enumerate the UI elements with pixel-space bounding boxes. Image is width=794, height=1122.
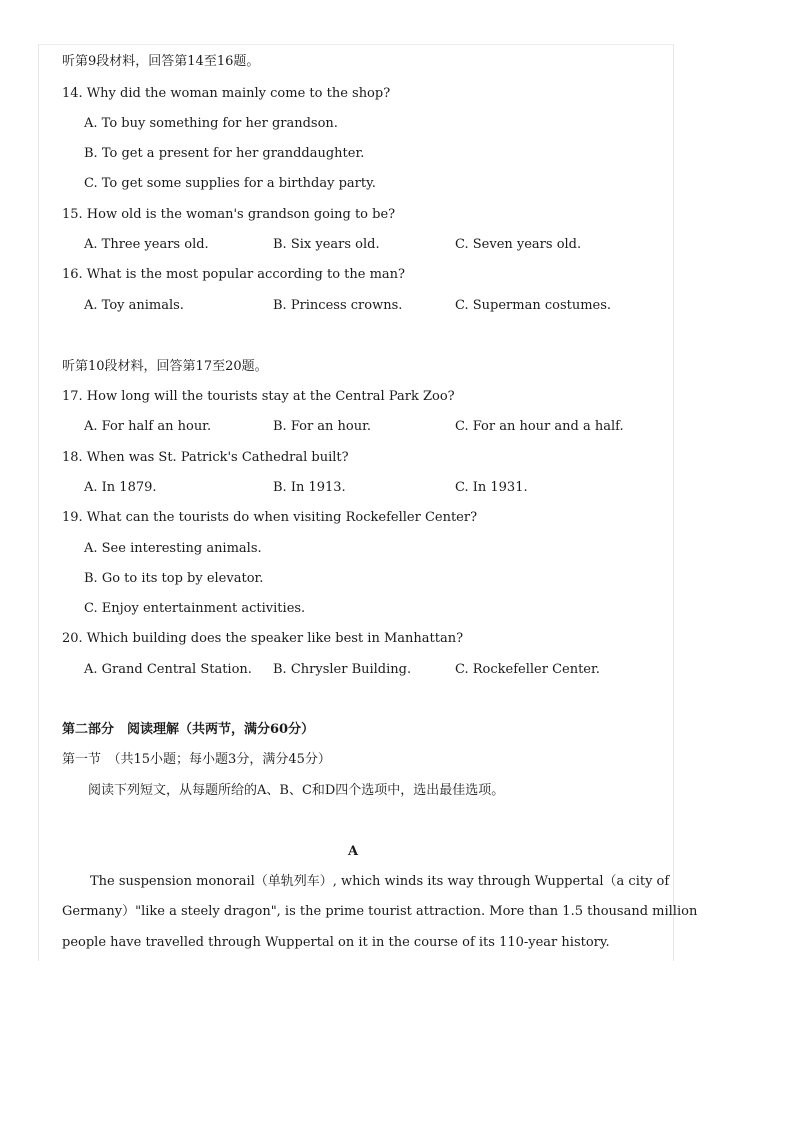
section10-instruction: 听第10段材料，回答第17至20题。 xyxy=(62,359,268,374)
section9-instruction: 听第9段材料，回答第14至16题。 xyxy=(62,54,260,69)
q14-option-a: A. To buy something for her grandson. xyxy=(84,116,338,131)
passage-line-3: people have travelled through Wuppertal on it in the course of its 110-year history. xyxy=(62,935,610,950)
q20-stem: 20. Which building does the speaker like best in Manhattan? xyxy=(62,631,464,646)
part2-heading: 第二部分 阅读理解（共两节，满分60分） xyxy=(62,722,315,737)
q16-option-b: B. Princess crowns. xyxy=(273,298,403,313)
q16-stem: 16. What is the most popular according to the man? xyxy=(62,267,405,282)
q19-option-c: C. Enjoy entertainment activities. xyxy=(84,601,306,616)
passage-line-1: The suspension monorail（单轨列车）, which winds its way through Wuppertal（a city of xyxy=(90,874,670,889)
q19-option-a: A. See interesting animals. xyxy=(84,541,262,556)
q18-option-c: C. In 1931. xyxy=(455,480,528,495)
q20-option-b: B. Chrysler Building. xyxy=(273,662,412,677)
q14-stem: 14. Why did the woman mainly come to the shop? xyxy=(62,86,391,101)
q17-option-a: A. For half an hour. xyxy=(84,419,212,434)
part2-instruction: 阅读下列短文，从每题所给的A、B、C和D四个选项中，选出最佳选项。 xyxy=(88,783,505,798)
q15-option-b: B. Six years old. xyxy=(273,237,380,252)
q17-stem: 17. How long will the tourists stay at the Central Park Zoo? xyxy=(62,389,455,404)
q14-option-c: C. To get some supplies for a birthday party. xyxy=(84,176,376,191)
q20-option-c: C. Rockefeller Center. xyxy=(455,662,600,677)
q15-stem: 15. How old is the woman's grandson going to be? xyxy=(62,207,396,222)
q20-option-a: A. Grand Central Station. xyxy=(84,662,252,677)
part2-section1-heading: 第一节 （共15小题；每小题3分，满分45分） xyxy=(62,752,331,767)
q14-option-b: B. To get a present for her granddaughter. xyxy=(84,146,365,161)
q18-option-b: B. In 1913. xyxy=(273,480,346,495)
q16-option-a: A. Toy animals. xyxy=(84,298,184,313)
q19-stem: 19. What can the tourists do when visiting Rockefeller Center? xyxy=(62,510,478,525)
q19-option-b: B. Go to its top by elevator. xyxy=(84,571,264,586)
passage-line-2: Germany）"like a steely dragon", is the prime tourist attraction. More than 1.5 thousand million xyxy=(62,904,698,919)
q18-stem: 18. When was St. Patrick's Cathedral built? xyxy=(62,450,349,465)
q17-option-c: C. For an hour and a half. xyxy=(455,419,624,434)
q15-option-a: A. Three years old. xyxy=(84,237,209,252)
q18-option-a: A. In 1879. xyxy=(84,480,157,495)
q16-option-c: C. Superman costumes. xyxy=(455,298,612,313)
q15-option-c: C. Seven years old. xyxy=(455,237,582,252)
q17-option-b: B. For an hour. xyxy=(273,419,372,434)
passage-label: A xyxy=(347,844,359,859)
